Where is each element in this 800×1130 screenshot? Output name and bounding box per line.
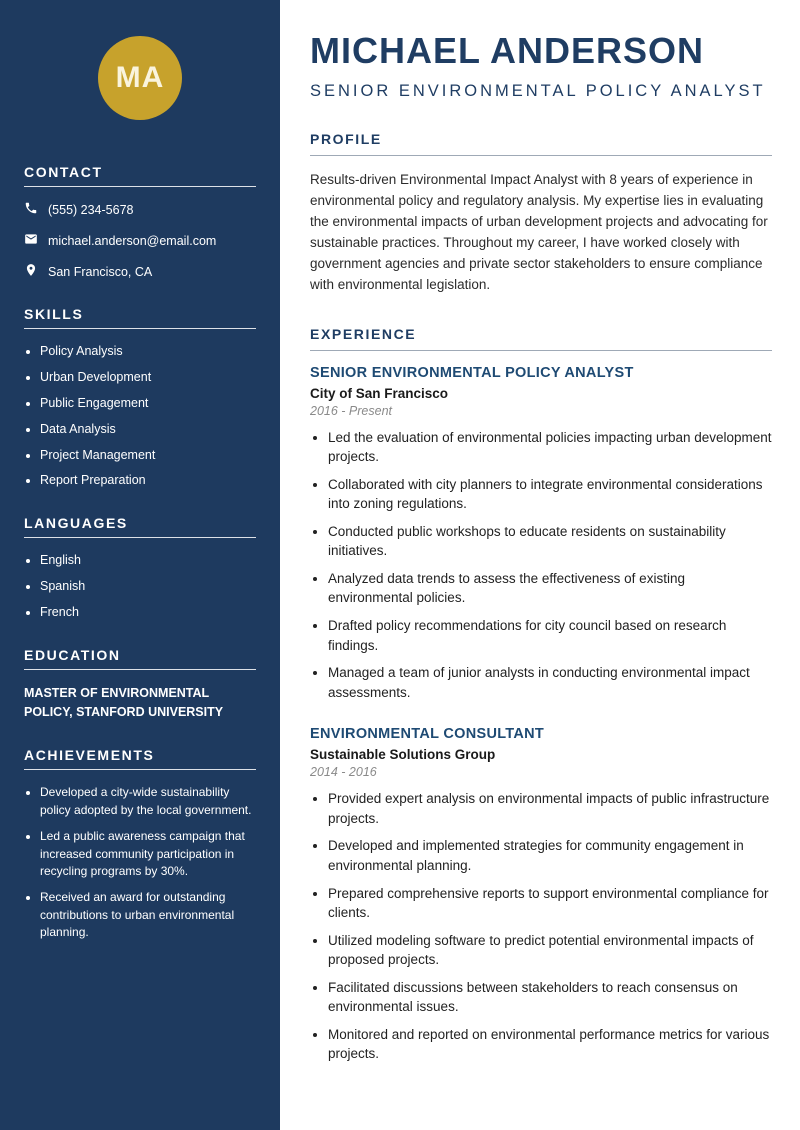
achievement-item: • Developed a city-wide sustainability policy adopted by the local government. (40, 784, 256, 819)
education-degree: MASTER OF ENVIRONMENTAL POLICY, STANFORD UNIVERSITY (24, 685, 224, 719)
job-bullet: • Led the evaluation of environmental policies impacting urban development projects. (328, 428, 772, 467)
skills-heading: SKILLS (24, 306, 84, 322)
languages-heading: LANGUAGES (24, 515, 128, 532)
job-dates: 2014 - 2016 (310, 765, 377, 780)
job-bullet: • Analyzed data trends to assess the effectiveness of existing environmental policies. (328, 569, 772, 608)
section-divider (310, 155, 772, 156)
skill-item: • Project Management (40, 447, 256, 464)
job-bullet: • Prepared comprehensive reports to support environmental compliance for clients. (328, 884, 772, 923)
skill-item: • Data Analysis (40, 421, 256, 438)
profile-text: Results-driven Environmental Impact Analyst with 8 years of experience in environmental policy and regulatory analysis. My expertise lies in evaluating the environmental impacts of urban development projects and advocating for sustainable practices. Throughout my career, I have worked closely with government agencies and private sector stakeholders to ensure compliance with environmental legislation. (310, 172, 768, 292)
skills-list (24, 343, 256, 489)
experience-section (310, 326, 772, 1065)
location-icon (24, 263, 38, 280)
achievements-list (24, 784, 256, 941)
job-company: Sustainable Solutions Group (310, 747, 496, 763)
avatar (98, 36, 182, 120)
job-bullet: • Conducted public workshops to educate residents on sustainability initiatives. (328, 522, 772, 561)
phone-icon (24, 201, 38, 218)
job-bullet: • Managed a team of junior analysts in conducting environmental impact assessments. (328, 663, 772, 702)
job-bullet: • Provided expert analysis on environmental impacts of public infrastructure projects. (328, 789, 772, 828)
job-entry (310, 726, 772, 1064)
skill-item: • Policy Analysis (40, 343, 256, 360)
languages-list (24, 552, 256, 621)
contact-location (24, 263, 256, 280)
job-entry (310, 365, 772, 703)
job-bullet-list (310, 789, 772, 1064)
skill-item: • Urban Development (40, 369, 256, 386)
education-section (24, 647, 256, 722)
job-company: City of San Francisco (310, 385, 449, 401)
profile-heading: PROFILE (310, 131, 382, 147)
job-bullet: • Utilized modeling software to predict potential environmental impacts of proposed projects. (328, 931, 772, 970)
job-bullet: • Monitored and reported on environmental performance metrics for various projects. (328, 1025, 772, 1064)
section-divider (24, 537, 256, 538)
achievement-item: • Led a public awareness campaign that increased community participation in recycling programs by 30%. (40, 828, 256, 880)
language-item: • English (40, 552, 256, 569)
section-divider (24, 769, 256, 770)
languages-section (24, 515, 256, 621)
email-icon (24, 232, 38, 249)
skill-item: • Public Engagement (40, 395, 256, 412)
person-title: SENIOR ENVIRONMENTAL POLICY ANALYST (310, 82, 766, 100)
section-divider (24, 186, 256, 187)
profile-section (310, 131, 772, 296)
achievements-section (24, 747, 256, 941)
avatar-initials: MA (115, 61, 165, 94)
contact-email-text: michael.anderson@email.com (48, 233, 217, 248)
contact-section (24, 164, 256, 280)
section-divider (24, 669, 256, 670)
contact-heading: CONTACT (24, 164, 103, 180)
person-name: MICHAEL ANDERSON (310, 30, 705, 71)
job-bullet-list (310, 428, 772, 703)
skill-item: • Report Preparation (40, 472, 256, 489)
job-bullet: • Collaborated with city planners to integrate environmental considerations into zoning regulations. (328, 475, 772, 514)
job-title: ENVIRONMENTAL CONSULTANT (310, 726, 545, 743)
education-heading: EDUCATION (24, 646, 121, 663)
achievements-heading: ACHIEVEMENTS (24, 747, 155, 764)
section-divider (24, 328, 256, 329)
language-item: • Spanish (40, 578, 256, 595)
contact-email (24, 232, 256, 249)
main-content (280, 0, 800, 1130)
sidebar (0, 0, 280, 1130)
contact-phone-text: (555) 234-5678 (48, 202, 134, 217)
skills-section (24, 306, 256, 489)
experience-heading: EXPERIENCE (310, 325, 417, 342)
job-title: SENIOR ENVIRONMENTAL POLICY ANALYST (310, 364, 634, 381)
language-item: • French (40, 604, 256, 621)
job-dates: 2016 - Present (310, 403, 392, 418)
section-divider (310, 350, 772, 351)
contact-location-text: San Francisco, CA (48, 264, 153, 279)
job-bullet: • Developed and implemented strategies for community engagement in environmental planning. (328, 836, 772, 875)
job-bullet: • Facilitated discussions between stakeholders to reach consensus on environmental issues. (328, 978, 772, 1017)
achievement-item: • Received an award for outstanding contributions to urban environmental planning. (40, 889, 256, 941)
contact-phone (24, 201, 256, 218)
job-bullet: • Drafted policy recommendations for city council based on research findings. (328, 616, 772, 655)
